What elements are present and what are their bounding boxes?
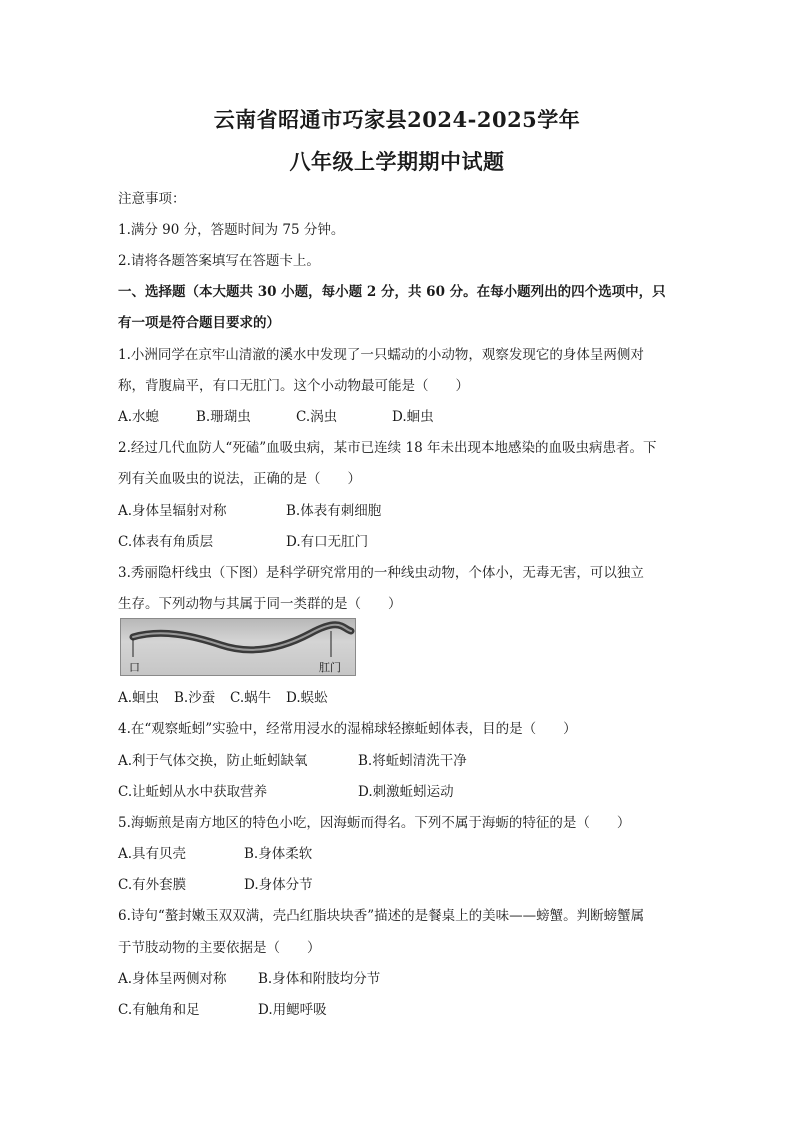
option-a: A.具有贝壳 [118,846,187,862]
question-4-options-row2 [118,780,454,800]
question-1-options [118,405,434,425]
option-b: B.将蚯蚓清洗干净 [358,753,467,769]
option-b: B.身体和附肢均分节 [258,971,381,987]
option-a: A.身体呈两侧对称 [118,971,227,987]
option-b: B.身体柔软 [244,846,313,862]
question-3-stem-cont: 生存。下列动物与其属于同一类群的是（ ） [118,596,402,612]
note-item: 2.请将各题答案填写在答题卡上。 [118,253,320,269]
note-item: 1.满分 90 分，答题时间为 75 分钟。 [118,222,345,238]
option-d: D.刺激蚯蚓运动 [358,784,454,800]
section-heading: 一、选择题（本大题共 30 小题，每小题 2 分，共 60 分。在每小题列出的四个选项中，只 [118,284,666,300]
option-c: C.蜗牛 [230,690,272,706]
nematode-figure [120,618,356,676]
option-b: B.沙蚕 [174,690,216,706]
option-d: D.蛔虫 [392,409,434,425]
question-5-options-row1 [118,842,312,862]
option-c: C.有触角和足 [118,1002,200,1018]
question-3-options [118,686,328,706]
option-d: D.用鳃呼吸 [258,1002,327,1018]
option-c: C.涡虫 [296,409,338,425]
question-2-options-row2 [118,530,368,550]
question-2-stem-cont: 列有关血吸虫的说法，正确的是（ ） [118,471,361,487]
option-a: A.身体呈辐射对称 [118,503,227,519]
option-c: C.让蚯蚓从水中获取营养 [118,784,268,800]
option-b: B.珊瑚虫 [196,409,251,425]
question-6-options-row2 [118,998,327,1018]
question-3-stem: 3.秀丽隐杆线虫（下图）是科学研究常用的一种线虫动物，个体小，无毒无害，可以独立 [118,565,644,581]
question-2-stem: 2.经过几代血防人“死磕”血吸虫病，某市已连续 18 年未出现本地感染的血吸虫病患者。下 [118,440,657,456]
option-a: A.利于气体交换，防止蚯蚓缺氧 [118,753,308,769]
notes-heading: 注意事项： [118,191,186,207]
question-1-stem: 1.小洲同学在京牢山清澈的溪水中发现了一只蠕动的小动物，观察发现它的身体呈两侧对 [118,347,644,363]
exam-title-line2: 八年级上学期期中试题 [289,149,505,174]
question-1-stem-cont: 称，背腹扁平，有口无肛门。这个小动物最可能是（ ） [118,378,469,394]
figure-label-mouth: 口 [129,661,140,674]
question-6-options-row1 [118,967,380,987]
option-a: A.水螅 [118,409,160,425]
option-c: C.体表有角质层 [118,534,214,550]
option-a: A.蛔虫 [118,690,160,706]
question-4-stem: 4.在“观察蚯蚓”实验中，经常用浸水的湿棉球轻擦蚯蚓体表，目的是（ ） [118,721,577,737]
option-c: C.有外套膜 [118,877,187,893]
figure-label-anus: 肛门 [319,661,341,674]
question-6-stem: 6.诗句“螯封嫩玉双双满，壳凸红脂块块香”描述的是餐桌上的美味——螃蟹。判断螃蟹属 [118,908,645,924]
option-b: B.体表有刺细胞 [286,503,382,519]
question-6-stem-cont: 于节肢动物的主要依据是（ ） [118,940,321,956]
option-d: D.有口无肛门 [286,534,369,550]
section-heading-cont: 有一项是符合题目要求的） [118,315,280,331]
option-d: D.蜈蚣 [286,690,328,706]
exam-title-line1: 云南省昭通市巧家县2024-2025学年 [213,107,581,132]
question-5-options-row2 [118,873,313,893]
option-d: D.身体分节 [244,877,313,893]
question-4-options-row1 [118,749,467,769]
question-2-options-row1 [118,499,381,519]
question-5-stem: 5.海蛎煎是南方地区的特色小吃，因海蛎而得名。下列不属于海蛎的特征的是（ ） [118,815,631,831]
